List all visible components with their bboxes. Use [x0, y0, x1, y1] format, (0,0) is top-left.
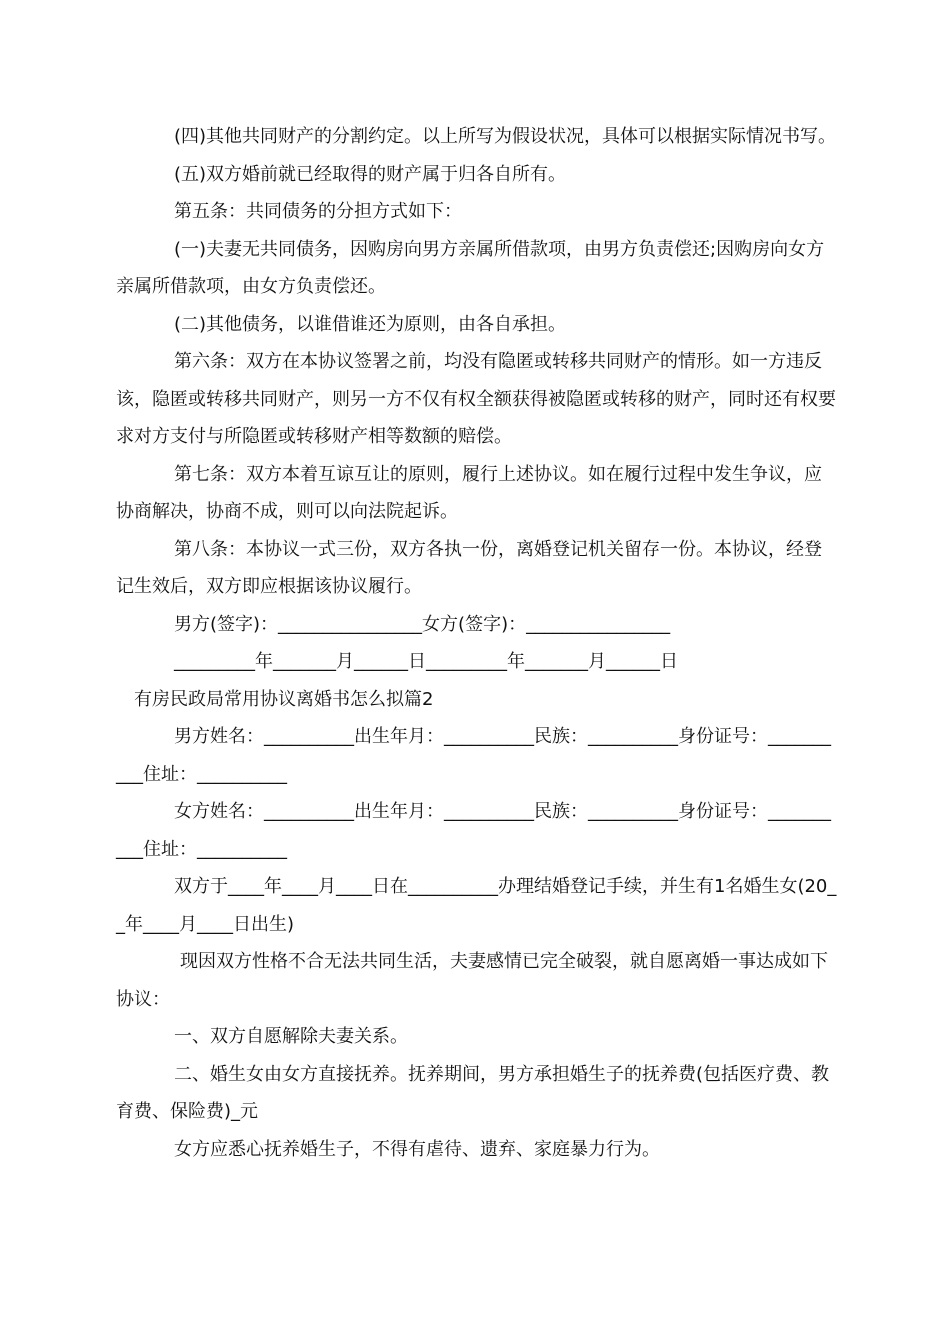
- section-title: 有房民政局常用协议离婚书怎么拟篇2: [134, 688, 434, 710]
- paragraph-property-5: (五)双方婚前就已经取得的财产属于归各自所有。: [174, 163, 567, 185]
- signature-line: 男方(签字)：________________女方(签字)：________________: [174, 613, 671, 635]
- female-party-info: 女方姓名：__________出生年月：__________民族：__________身份证号：__________住址：__________: [116, 801, 831, 860]
- article-6: 第六条：双方在本协议签署之前，均没有隐匿或转移共同财产的情形。如一方违反该，隐匿或转移共同财产，则另一方不仅有权全额获得被隐匿或转移的财产，同时还有权要求对方支付与所隐匿或转移财产相等数额的赔偿。: [116, 351, 836, 447]
- date-line: _________年_______月______日_________年_______月______日: [174, 651, 678, 672]
- article-5-heading: 第五条：共同债务的分担方式如下：: [174, 201, 462, 222]
- marriage-registration: 双方于____年____月____日在__________办理结婚登记手续，并生有1名婚生女(20__年____月____日出生): [116, 876, 837, 935]
- divorce-reason: 现因双方性格不合无法共同生活，夫妻感情已完全破裂，就自愿离婚一事达成如下协议：: [116, 951, 828, 1010]
- male-party-info: 男方姓名：__________出生年月：__________民族：__________身份证号：__________住址：__________: [116, 726, 831, 785]
- clause-2-note: 女方应悉心抚养婚生子，不得有虐待、遗弃、家庭暴力行为。: [174, 1138, 660, 1160]
- paragraph-debt-2: (二)其他债务，以谁借谁还为原则，由各自承担。: [174, 313, 567, 335]
- clause-1: 一、双方自愿解除夫妻关系。: [174, 1026, 408, 1047]
- article-8: 第八条：本协议一式三份，双方各执一份，离婚登记机关留存一份。本协议，经登记生效后，双方即应根据该协议履行。: [116, 538, 822, 597]
- article-7: 第七条：双方本着互谅互让的原则，履行上述协议。如在履行过程中发生争议，应协商解决，协商不成，则可以向法院起诉。: [116, 463, 822, 522]
- paragraph-property-4: (四)其他共同财产的分割约定。以上所写为假设状况，具体可以根据实际情况书写。: [174, 126, 837, 147]
- document-body: [116, 118, 838, 1168]
- clause-2: 二、婚生女由女方直接抚养。抚养期间，男方承担婚生子的抚养费(包括医疗费、教育费、保险费)_元: [116, 1063, 830, 1122]
- paragraph-debt-1: (一)夫妻无共同债务，因购房向男方亲属所借款项，由男方负责偿还;因购房向女方亲属所借款项，由女方负责偿还。: [116, 238, 825, 297]
